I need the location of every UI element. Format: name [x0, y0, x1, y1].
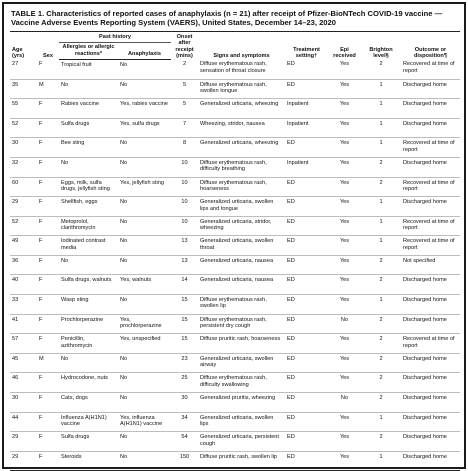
cell-treatment: ED — [287, 277, 295, 284]
cell-sex: F — [39, 159, 43, 166]
cell-onset: 8 — [182, 140, 187, 147]
cell-treatment: ED — [287, 257, 295, 264]
header-treatment: Treatment setting† — [293, 46, 320, 60]
cell-age: 52 — [12, 218, 19, 225]
cell-onset: 15 — [181, 297, 188, 304]
cell-brighton: 1 — [379, 218, 383, 225]
cell-anaphylaxis: No — [120, 257, 128, 264]
cell-signs: Generalized urticaria, wheezing — [200, 101, 279, 108]
cell-brighton: 1 — [379, 238, 383, 245]
cell-sex: F — [39, 434, 43, 441]
cell-treatment: ED — [287, 316, 295, 323]
cell-allergies: Influenza A(H1N1) vaccine — [61, 414, 107, 428]
cell-sex: F — [39, 375, 43, 382]
cell-onset: 23 — [181, 355, 188, 362]
cell-allergies: Bee sting — [61, 140, 85, 147]
cell-treatment: ED — [287, 375, 295, 382]
cell-age: 40 — [12, 277, 19, 284]
cell-treatment: ED — [287, 199, 295, 206]
cell-sex: F — [39, 336, 43, 343]
cell-treatment: ED — [287, 297, 295, 304]
cell-age: 29 — [12, 199, 19, 206]
cell-allergies: Metoprolol, clarithromycin — [61, 218, 96, 232]
cell-epi: Yes — [339, 159, 350, 166]
cell-allergies: Sulfa drugs, walnuts — [61, 277, 112, 284]
header-age: Age (yrs) — [12, 46, 25, 60]
cell-anaphylaxis: No — [120, 218, 128, 225]
cell-outcome: Discharged home — [403, 101, 447, 108]
cell-outcome: Discharged home — [403, 355, 447, 362]
header-epi: Epi received — [333, 46, 356, 60]
cell-anaphylaxis: No — [120, 199, 128, 206]
cell-allergies: Penicillin, azithromycin — [61, 336, 93, 349]
cell-outcome: Discharged home — [403, 81, 447, 88]
cell-brighton: 1 — [379, 453, 383, 460]
cell-onset: 15 — [181, 316, 188, 323]
cell-allergies: Steroids — [61, 453, 82, 460]
cell-age: 29 — [12, 453, 19, 460]
cell-age: 41 — [12, 316, 19, 323]
cell-signs: Generalized urticaria, persistent cough — [200, 434, 279, 447]
table-body — [10, 59, 460, 470]
cell-sex: F — [39, 238, 43, 245]
cell-signs: Generalized urticaria, wheezing — [200, 140, 279, 147]
cell-onset: 10 — [181, 179, 188, 186]
table-row — [10, 412, 460, 432]
cell-treatment: ED — [287, 179, 295, 186]
cell-age: 52 — [12, 120, 19, 127]
table-row — [10, 59, 460, 79]
cell-age: 29 — [12, 434, 19, 441]
cell-age: 55 — [12, 101, 19, 108]
cell-brighton: 2 — [379, 179, 383, 186]
header-outcome: Outcome or disposition¶ — [414, 46, 447, 60]
cell-outcome: Recovered at time of report — [403, 238, 455, 251]
cell-brighton: 2 — [379, 61, 383, 68]
cell-onset: 5 — [182, 81, 187, 88]
table-row — [10, 177, 460, 197]
cell-sex: F — [39, 395, 43, 402]
cell-anaphylaxis: No — [120, 453, 128, 460]
cell-outcome: Discharged home — [403, 120, 447, 127]
cell-signs: Diffuse erythematous rash, difficulty swallowing — [200, 375, 267, 388]
cell-signs: Wheezing, stridor, nausea — [200, 120, 265, 127]
cell-onset: 7 — [182, 120, 187, 127]
table-row — [10, 451, 460, 471]
cell-sex: F — [39, 316, 43, 323]
cell-anaphylaxis: No — [120, 297, 128, 304]
cell-outcome: Discharged home — [403, 159, 447, 166]
cell-allergies: Sulfa drugs — [61, 120, 90, 127]
cell-age: 45 — [12, 355, 19, 362]
cell-onset: 10 — [181, 199, 188, 206]
cell-onset: 13 — [181, 238, 188, 245]
cell-treatment: ED — [287, 414, 295, 421]
table-row — [10, 99, 460, 119]
table-row — [10, 314, 460, 334]
cell-allergies: Sulfa drugs — [61, 434, 90, 441]
header-allergies: Allergies or allergic reactions* — [59, 42, 118, 59]
cell-outcome: Discharged home — [403, 277, 447, 284]
cell-allergies: Wasp sting — [61, 297, 89, 304]
cell-sex: F — [39, 140, 43, 147]
cell-epi: No — [340, 316, 349, 323]
cell-brighton: 2 — [379, 375, 383, 382]
table-row — [10, 275, 460, 295]
cell-outcome: Discharged home — [403, 297, 447, 304]
cell-treatment: ED — [287, 434, 295, 441]
header-onset: Onset after receipt (mins) — [175, 33, 194, 60]
cell-treatment: ED — [287, 453, 295, 460]
cell-anaphylaxis: Yes, unspecified — [120, 336, 161, 343]
cell-signs: Diffuse erythematous rash, sensation of throat closure — [200, 61, 267, 74]
cell-outcome: Discharged home — [403, 316, 447, 323]
table-row — [10, 353, 460, 373]
cell-epi: Yes — [339, 140, 350, 147]
table-row — [10, 157, 460, 177]
cell-epi: Yes — [339, 336, 350, 343]
cell-signs: Generalized urticaria, swollen airway — [200, 355, 274, 369]
cell-signs: Diffuse erythematous rash, hoarseness — [200, 179, 267, 192]
cell-anaphylaxis: No — [120, 434, 128, 441]
cell-outcome: Recovered at time of report — [403, 218, 455, 232]
cell-sex: F — [39, 297, 43, 304]
cell-outcome: Discharged home — [403, 453, 447, 460]
cell-anaphylaxis: No — [120, 140, 128, 147]
cell-anaphylaxis: No — [120, 355, 128, 362]
table-row — [10, 138, 460, 158]
cell-sex: F — [39, 101, 43, 108]
cell-anaphylaxis: No — [120, 159, 128, 166]
cell-allergies: Cats, dogs — [61, 395, 88, 402]
table-row — [10, 432, 460, 452]
cell-allergies: Hydrocodone, nuts — [61, 375, 108, 382]
cell-sex: F — [39, 218, 43, 225]
cell-sex: F — [39, 61, 43, 68]
cell-signs: Diffuse erythematous rash, difficulty breathing — [200, 159, 267, 173]
cell-allergies: Eggs, milk, sulfa drugs, jellyfish sting — [61, 179, 110, 192]
cell-epi: Yes — [339, 199, 350, 206]
table-row — [10, 393, 460, 413]
cell-sex: F — [39, 453, 43, 460]
cell-allergies: Rabies vaccine — [61, 101, 99, 108]
cell-treatment: ED — [287, 61, 295, 68]
cell-brighton: 1 — [379, 414, 383, 421]
cell-anaphylaxis: Yes, influenza A(H1N1) vaccine — [120, 414, 163, 428]
table-row — [10, 118, 460, 138]
cell-outcome: Recovered at time of report — [403, 61, 455, 74]
cell-brighton: 1 — [379, 297, 383, 304]
cell-brighton: 2 — [379, 159, 383, 166]
cell-anaphylaxis: Yes, prochlorperazine — [120, 316, 162, 330]
cell-age: 44 — [12, 414, 19, 421]
cell-signs: Diffuse pruritic rash, hoarseness — [200, 336, 281, 343]
table-container — [10, 9, 460, 471]
cell-age: 30 — [12, 140, 19, 147]
cell-anaphylaxis: No — [120, 375, 128, 382]
cell-age: 27 — [12, 61, 19, 68]
cell-age: 32 — [12, 159, 19, 166]
cell-onset: 10 — [181, 218, 188, 225]
table-row — [10, 334, 460, 354]
cell-epi: Yes — [339, 297, 350, 304]
cell-brighton: 1 — [379, 101, 383, 108]
cell-age: 60 — [12, 179, 19, 186]
table-row — [10, 373, 460, 393]
cell-epi: Yes — [339, 120, 350, 127]
cell-anaphylaxis: No — [120, 81, 128, 88]
cell-treatment: ED — [287, 395, 295, 402]
header-signs: Signs and symptoms — [213, 53, 270, 60]
cell-onset: 2 — [182, 61, 187, 68]
table-row — [10, 197, 460, 217]
document-frame — [2, 2, 466, 469]
cell-allergies: No — [61, 355, 69, 362]
cell-onset: 15 — [181, 336, 188, 343]
cell-sex: F — [39, 257, 43, 264]
cell-brighton: 2 — [379, 257, 383, 264]
cell-age: 30 — [12, 395, 19, 402]
cell-allergies: No — [61, 81, 69, 88]
cell-brighton: 2 — [379, 277, 383, 284]
cell-onset: 54 — [181, 434, 188, 441]
cell-outcome: Discharged home — [403, 199, 447, 206]
cell-signs: Generalized urticaria, swollen lips — [200, 414, 274, 428]
cell-treatment: ED — [287, 336, 295, 343]
cell-allergies: No — [61, 159, 69, 166]
header-anaphylaxis: Anaphylaxis — [118, 42, 171, 59]
cell-anaphylaxis: No — [120, 61, 128, 68]
table-row — [10, 79, 460, 99]
cell-allergies: Prochlorperazine — [61, 316, 104, 323]
cell-anaphylaxis: Yes, sulfa drugs — [120, 120, 160, 127]
cell-outcome: Discharged home — [403, 395, 447, 402]
cell-anaphylaxis: Yes, jellyfish sting — [120, 179, 164, 186]
cell-brighton: 2 — [379, 395, 383, 402]
cell-outcome: Discharged home — [403, 414, 447, 421]
cell-epi: Yes — [339, 61, 350, 68]
cell-outcome: Recovered at time of report — [403, 336, 455, 349]
cell-age: 33 — [12, 297, 19, 304]
cell-outcome: Discharged home — [403, 434, 447, 441]
cell-signs: Generalized urticaria, swollen lips and tongue — [200, 199, 274, 212]
cell-epi: Yes — [339, 414, 350, 421]
cell-age: 46 — [12, 375, 19, 382]
cell-epi: Yes — [339, 238, 350, 245]
cell-epi: Yes — [339, 81, 350, 88]
cell-treatment: Inpatient — [287, 159, 309, 166]
table-caption: TABLE 1. Characteristics of reported cases of anaphylaxis (n = 21) after receipt of Pfizer-BioNTech COVID-19 vaccine — Vaccine Adverse Events Reporting System (VAERS), United States, December 14–23, 2020 — [11, 9, 443, 28]
cell-epi: Yes — [339, 453, 350, 460]
cell-outcome: Recovered at time of report — [403, 140, 455, 153]
cell-sex: F — [39, 277, 43, 284]
table-row — [10, 216, 460, 236]
cell-brighton: 1 — [379, 81, 383, 88]
cell-age: 36 — [12, 257, 19, 264]
cell-sex: F — [39, 120, 43, 127]
cell-sex: M — [39, 355, 44, 362]
cell-brighton: 2 — [379, 355, 383, 362]
cell-signs: Generalized urticaria, stridor, wheezing — [200, 218, 272, 232]
cell-brighton: 2 — [379, 316, 383, 323]
cell-onset: 14 — [181, 277, 188, 284]
cell-sex: F — [39, 179, 43, 186]
cell-treatment: Inpatient — [287, 101, 309, 108]
cell-sex: M — [39, 81, 44, 88]
cell-brighton: 1 — [379, 140, 383, 147]
cell-treatment: ED — [287, 218, 295, 225]
cell-anaphylaxis: Yes, rabies vaccine — [120, 101, 168, 108]
cell-epi: Yes — [339, 355, 350, 362]
header-past-history: Past history — [59, 32, 171, 43]
cell-epi: Yes — [339, 101, 350, 108]
cell-brighton: 2 — [379, 434, 383, 441]
cell-signs: Diffuse erythematous rash, swollen lip — [200, 297, 267, 310]
anaphylaxis-table — [10, 32, 460, 471]
cell-age: 57 — [12, 336, 19, 343]
cell-epi: Yes — [339, 434, 350, 441]
cell-treatment: ED — [287, 238, 295, 245]
cell-anaphylaxis: Yes, walnuts — [120, 277, 152, 284]
cell-onset: 10 — [181, 159, 188, 166]
cell-signs: Generalized pruritis, wheezing — [200, 395, 276, 402]
cell-epi: Yes — [339, 218, 350, 225]
cell-epi: Yes — [339, 257, 350, 264]
table-row — [10, 255, 460, 275]
cell-onset: 25 — [181, 375, 188, 382]
cell-signs: Generalized urticaria, nausea — [200, 257, 274, 264]
cell-treatment: ED — [287, 140, 295, 147]
cell-anaphylaxis: No — [120, 395, 128, 402]
cell-age: 49 — [12, 238, 19, 245]
cell-allergies: Shellfish, eggs — [61, 199, 98, 206]
cell-onset: 30 — [181, 395, 188, 402]
cell-brighton: 1 — [379, 120, 383, 127]
cell-brighton: 1 — [379, 199, 383, 206]
cell-signs: Diffuse erythematous rash, swollen tongue — [200, 81, 267, 94]
cell-epi: Yes — [339, 375, 350, 382]
cell-allergies: Iodinated contrast media — [61, 238, 106, 251]
cell-age: 35 — [12, 81, 19, 88]
cell-treatment: ED — [287, 81, 295, 88]
cell-outcome: Not specified — [403, 257, 436, 264]
cell-epi: Yes — [339, 179, 350, 186]
header-sex: Sex — [43, 53, 53, 60]
cell-treatment: Inpatient — [287, 120, 309, 127]
cell-treatment: ED — [287, 355, 295, 362]
cell-signs: Generalized urticaria, swollen throat — [200, 238, 274, 251]
cell-signs: Generalized urticaria, nausea — [200, 277, 274, 284]
cell-onset: 13 — [181, 257, 188, 264]
cell-anaphylaxis: No — [120, 238, 128, 245]
cell-allergies: Tropical fruit — [61, 61, 92, 68]
cell-onset: 5 — [182, 101, 187, 108]
table-row — [10, 236, 460, 256]
cell-outcome: Recovered at time of report — [403, 179, 455, 192]
cell-onset: 150 — [179, 453, 190, 460]
cell-allergies: No — [61, 257, 69, 264]
cell-signs: Diffuse erythematous rash, persistent dry cough — [200, 316, 267, 330]
header-brighton: Brighton level§ — [369, 46, 393, 60]
cell-signs: Diffuse pruritic rash, swollen lip — [200, 453, 277, 460]
cell-brighton: 2 — [379, 336, 383, 343]
cell-sex: F — [39, 414, 43, 421]
cell-onset: 34 — [181, 414, 188, 421]
cell-epi: No — [340, 395, 349, 402]
table-row — [10, 295, 460, 315]
cell-outcome: Discharged home — [403, 375, 447, 382]
cell-sex: F — [39, 199, 43, 206]
cell-epi: Yes — [339, 277, 350, 284]
